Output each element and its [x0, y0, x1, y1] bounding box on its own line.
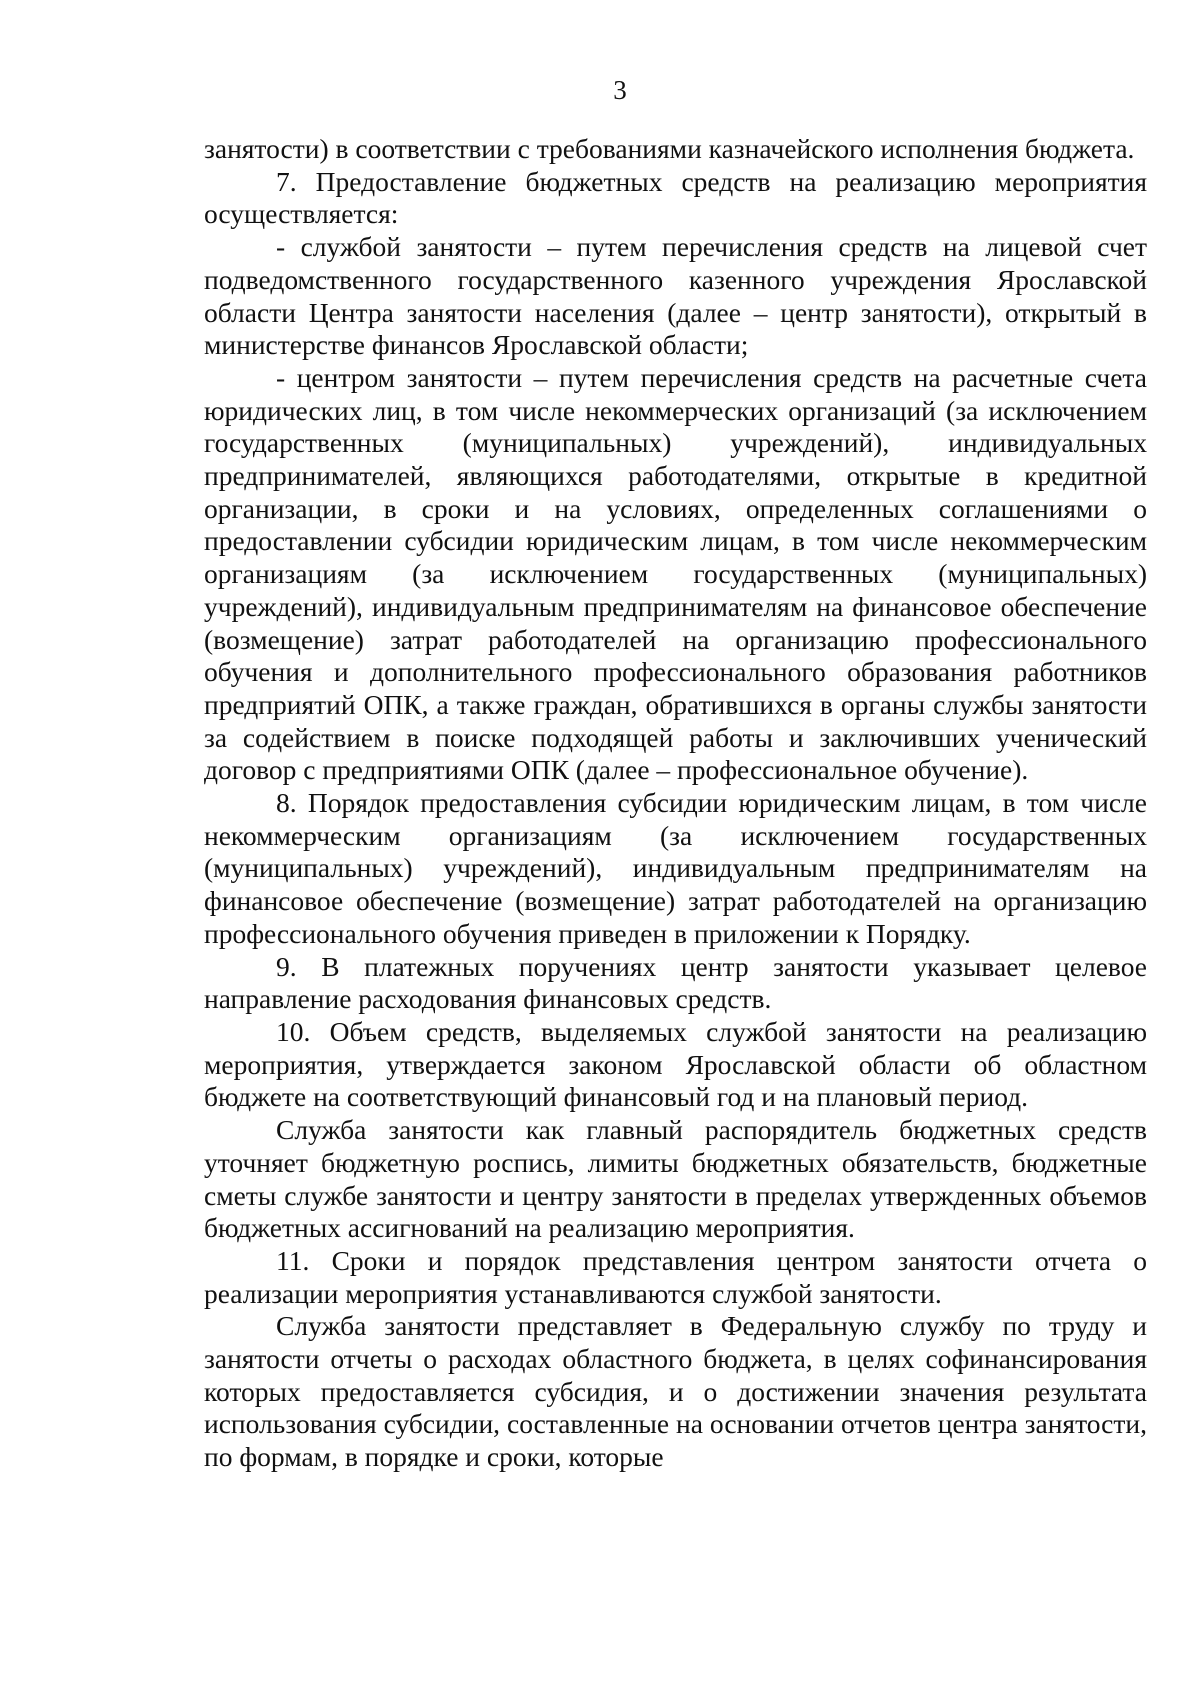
- paragraph-clause-10: 10. Объем средств, выделяемых службой занятости на реализацию мероприятия, утверждается законом Ярославской области об областном бюджете на соответствующий финансовый год и на плановый период.: [204, 1015, 1147, 1113]
- paragraph-clause-11: 11. Сроки и порядок представления центром занятости отчета о реализации мероприятия устанавливаются службой занятости.: [204, 1244, 1147, 1309]
- page-number: 3: [613, 75, 627, 105]
- document-body: [204, 133, 1147, 1474]
- paragraph-continuation: занятости) в соответствии с требованиями казначейского исполнения бюджета.: [204, 133, 1135, 164]
- paragraph-clause-10-budget-holder: Служба занятости как главный распорядитель бюджетных средств уточняет бюджетную роспись, лимиты бюджетных обязательств, бюджетные сметы службе занятости и центру занятости в пределах утвержденных объемов бюджетных ассигнований на реализацию мероприятия.: [204, 1114, 1147, 1244]
- paragraph-clause-7-item-employment-service: - службой занятости – путем перечисления средств на лицевой счет подведомственного государственного казенного учреждения Ярославской области Центра занятости населения (далее – центр занятости), открытый в министерстве финансов Ярославской области;: [204, 231, 1147, 361]
- paragraph-clause-8: 8. Порядок предоставления субсидии юридическим лицам, в том числе некоммерческим организациям (за исключением государственных (муниципальных) учреждений), индивидуальным предпринимателям на финансовое обеспечение (возмещение) затрат работодателей на организацию профессионального обучения приведен в приложении к Порядку.: [204, 787, 1147, 949]
- paragraph-clause-11-reporting: Служба занятости представляет в Федеральную службу по труду и занятости отчеты о расходах областного бюджета, в целях софинансирования которых предоставляется субсидия, и о достижении значения результата использования субсидии, составленные на основании отчетов центра занятости, по формам, в порядке и сроки, которые: [204, 1310, 1147, 1473]
- paragraph-clause-7: 7. Предоставление бюджетных средств на реализацию мероприятия осуществляется:: [204, 165, 1147, 230]
- paragraph-clause-7-item-employment-center: - центром занятости – путем перечисления средств на расчетные счета юридических лиц, в том числе некоммерческих организаций (за исключением государственных (муниципальных) учреждений), индивидуальных предпринимателей, являющихся работодателями, открытые в кредитной организации, в сроки и на условиях, определенных соглашениями о предоставлении субсидии юридическим лицам, в том числе некоммерческим организациям (за исключением государственных (муниципальных) учреждений), индивидуальным предпринимателям на финансовое обеспечение (возмещение) затрат работодателей на организацию профессионального обучения и дополнительного профессионального образования работников предприятий ОПК, а также граждан, обратившихся в органы службы занятости за содействием в поиске подходящей работы и заключивших ученический договор с предприятиями ОПК (далее – профессиональное обучение).: [204, 361, 1147, 786]
- paragraph-clause-9: 9. В платежных поручениях центр занятости указывает целевое направление расходования финансовых средств.: [204, 950, 1147, 1015]
